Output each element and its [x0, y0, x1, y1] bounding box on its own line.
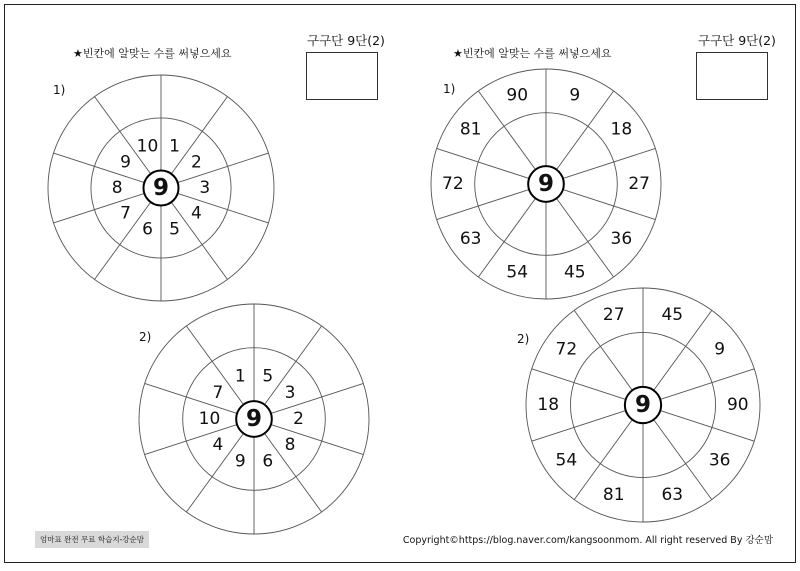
multiplication-wheel: [524, 285, 762, 525]
inner-number: 9: [120, 152, 131, 173]
inner-number: 5: [169, 219, 180, 240]
problem-label: 2): [139, 330, 152, 344]
outer-number: 63: [661, 485, 684, 506]
worksheet-page: [4, 4, 796, 563]
segment-divider: [556, 91, 613, 170]
inner-number: 3: [284, 382, 296, 403]
outer-number: 54: [506, 262, 529, 283]
multiplication-wheel: [429, 64, 663, 304]
inner-number: 5: [262, 366, 274, 387]
left-half: [5, 5, 401, 562]
inner-number: 1: [234, 366, 246, 387]
outer-number: 81: [459, 119, 482, 140]
outer-number: 63: [459, 228, 482, 249]
outer-number: 18: [537, 395, 560, 415]
outer-number: 90: [506, 85, 529, 106]
score-box: [696, 52, 768, 100]
sheet-title: 구구단 9단(2): [307, 33, 385, 48]
outer-number: 90: [726, 395, 749, 415]
outer-number: 54: [555, 450, 578, 471]
outer-number: 36: [610, 228, 633, 249]
inner-number: 10: [136, 136, 159, 157]
inner-number: 2: [191, 152, 202, 173]
inner-number: 2: [293, 409, 304, 429]
center-number: 9: [245, 406, 263, 432]
outer-number: 36: [708, 450, 731, 471]
outer-number: 45: [661, 304, 684, 325]
outer-number: 18: [610, 119, 633, 140]
multiplication-wheel: [136, 302, 372, 536]
segment-divider: [660, 411, 754, 442]
outer-number: 9: [714, 339, 726, 360]
outer-number: 72: [555, 339, 578, 360]
segment-divider: [532, 411, 626, 442]
inner-number: 10: [198, 409, 221, 429]
inner-number: 4: [191, 203, 202, 224]
outer-number: 45: [563, 262, 586, 283]
right-half: [401, 5, 797, 562]
score-box: [306, 52, 378, 100]
instruction-text: ★빈칸에 알맞는 수를 써넣으세요: [73, 47, 232, 60]
outer-number: 9: [569, 85, 581, 106]
inner-number: 1: [169, 136, 180, 157]
outer-number: 81: [602, 485, 625, 506]
sheet-title: 구구단 9단(2): [698, 33, 776, 48]
multiplication-wheel: [46, 59, 276, 317]
segment-divider: [437, 190, 529, 220]
inner-number: 6: [262, 451, 274, 472]
outer-number: 27: [602, 304, 625, 325]
inner-number: 7: [212, 382, 224, 403]
problem-label: 2): [517, 332, 530, 346]
inner-number: 9: [234, 451, 246, 472]
footer-note: 엄마표 완전 무료 학습지-강순맘: [35, 531, 149, 548]
segment-divider: [563, 190, 655, 220]
outer-number: 72: [442, 174, 464, 194]
center-number: 9: [537, 171, 555, 197]
center-number: 9: [634, 392, 652, 418]
inner-number: 3: [199, 178, 211, 198]
inner-number: 8: [111, 178, 123, 198]
inner-number: 4: [212, 435, 224, 456]
problem-label: 1): [53, 83, 66, 97]
copyright-text: Copyright©https://blog.naver.com/kangsoonmom. All right reserved By 강순맘: [402, 535, 773, 546]
problem-label: 1): [443, 82, 456, 96]
inner-number: 7: [120, 203, 131, 224]
outer-number: 27: [628, 174, 650, 194]
inner-number: 6: [142, 219, 153, 240]
instruction-text: ★빈칸에 알맞는 수를 써넣으세요: [453, 47, 612, 60]
center-number: 9: [152, 175, 170, 201]
inner-number: 8: [284, 435, 296, 456]
